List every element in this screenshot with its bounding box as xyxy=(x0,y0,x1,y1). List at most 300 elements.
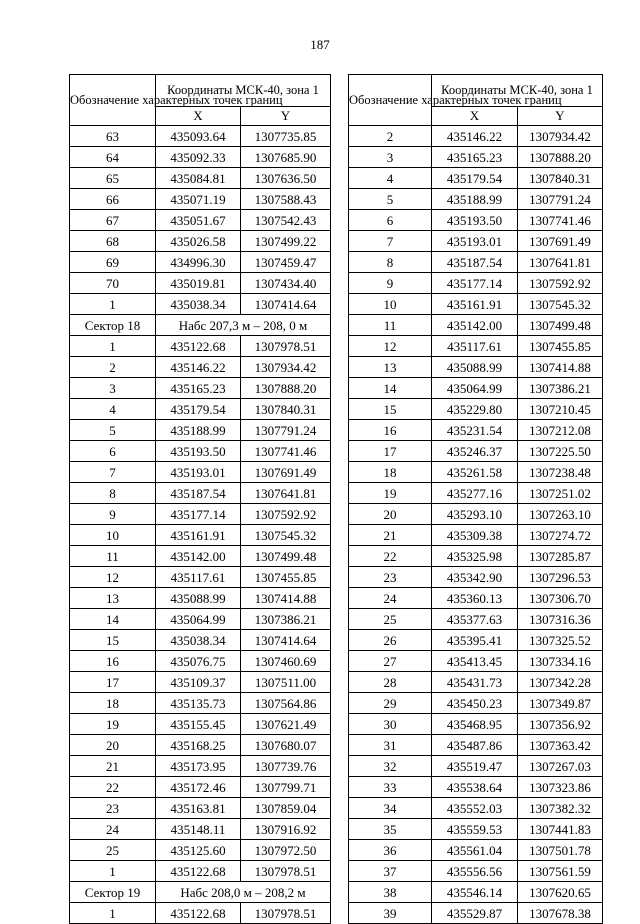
y-coordinate: 1307678.38 xyxy=(518,903,603,924)
sector-label: Сектор 18 xyxy=(70,315,156,336)
point-number: 23 xyxy=(349,567,432,588)
sector-row xyxy=(70,882,331,903)
x-coordinate: 435165.23 xyxy=(156,378,241,399)
table-row xyxy=(349,714,603,735)
x-coordinate: 435377.63 xyxy=(432,609,518,630)
table-row xyxy=(349,210,603,231)
point-number: 36 xyxy=(349,840,432,861)
x-coordinate: 435076.75 xyxy=(156,651,241,672)
table-row xyxy=(349,588,603,609)
x-coordinate: 435450.23 xyxy=(432,693,518,714)
x-coordinate: 435161.91 xyxy=(156,525,241,546)
x-coordinate: 435193.01 xyxy=(156,462,241,483)
point-number: 1 xyxy=(70,294,156,315)
y-coordinate: 1307349.87 xyxy=(518,693,603,714)
y-coordinate: 1307934.42 xyxy=(518,126,603,147)
x-coordinate: 435172.46 xyxy=(156,777,241,798)
y-coordinate: 1307459.47 xyxy=(241,252,331,273)
coordinates-header: Координаты МСК-40, зона 1 xyxy=(432,75,603,107)
point-number: 1 xyxy=(70,336,156,357)
point-number: 9 xyxy=(70,504,156,525)
point-number: 25 xyxy=(70,840,156,861)
y-coordinate: 1307741.46 xyxy=(241,441,331,462)
x-coordinate: 435122.68 xyxy=(156,861,241,882)
y-coordinate: 1307934.42 xyxy=(241,357,331,378)
point-number: 69 xyxy=(70,252,156,273)
y-coordinate: 1307414.64 xyxy=(241,630,331,651)
y-coordinate: 1307212.08 xyxy=(518,420,603,441)
y-coordinate: 1307621.49 xyxy=(241,714,331,735)
y-coordinate: 1307342.28 xyxy=(518,672,603,693)
point-number: 66 xyxy=(70,189,156,210)
x-coordinate: 435556.56 xyxy=(432,861,518,882)
table-row xyxy=(349,483,603,504)
y-coordinate: 1307386.21 xyxy=(241,609,331,630)
x-coordinate: 435552.03 xyxy=(432,798,518,819)
y-coordinate: 1307499.48 xyxy=(518,315,603,336)
y-coordinate: 1307225.50 xyxy=(518,441,603,462)
x-coordinate: 435559.53 xyxy=(432,819,518,840)
point-number: 67 xyxy=(70,210,156,231)
y-coordinate: 1307210.45 xyxy=(518,399,603,420)
x-coordinate: 435229.80 xyxy=(432,399,518,420)
y-coordinate: 1307274.72 xyxy=(518,525,603,546)
table-row xyxy=(349,672,603,693)
point-number: 19 xyxy=(70,714,156,735)
x-column-header: X xyxy=(156,106,241,125)
point-number: 13 xyxy=(349,357,432,378)
sector-label: Сектор 19 xyxy=(70,882,156,903)
y-coordinate: 1307414.88 xyxy=(518,357,603,378)
sector-elevation-note: Набс 208,0 м – 208,2 м xyxy=(156,882,331,903)
table-row xyxy=(349,798,603,819)
table-row xyxy=(70,252,331,273)
table-row xyxy=(70,462,331,483)
point-number: 29 xyxy=(349,693,432,714)
point-number: 63 xyxy=(70,126,156,147)
point-number: 19 xyxy=(349,483,432,504)
y-coordinate: 1307641.81 xyxy=(241,483,331,504)
point-number: 22 xyxy=(349,546,432,567)
table-row xyxy=(349,819,603,840)
point-number: 5 xyxy=(70,420,156,441)
point-number: 16 xyxy=(349,420,432,441)
x-coordinate: 435122.68 xyxy=(156,903,241,924)
x-coordinate: 435173.95 xyxy=(156,756,241,777)
y-coordinate: 1307636.50 xyxy=(241,168,331,189)
point-number: 17 xyxy=(349,441,432,462)
point-number: 9 xyxy=(349,273,432,294)
table-row xyxy=(70,126,331,147)
y-coordinate: 1307641.81 xyxy=(518,252,603,273)
designation-header: Обозначение характерных точек границ xyxy=(70,75,156,126)
y-coordinate: 1307511.00 xyxy=(241,672,331,693)
x-coordinate: 435109.37 xyxy=(156,672,241,693)
x-coordinate: 435117.61 xyxy=(432,336,518,357)
x-coordinate: 435519.47 xyxy=(432,756,518,777)
y-coordinate: 1307799.71 xyxy=(241,777,331,798)
table-row xyxy=(349,756,603,777)
point-number: 25 xyxy=(349,609,432,630)
table-row xyxy=(349,840,603,861)
table-row xyxy=(70,693,331,714)
x-coordinate: 435142.00 xyxy=(432,315,518,336)
table-body-left xyxy=(70,126,331,924)
y-coordinate: 1307238.48 xyxy=(518,462,603,483)
point-number: 28 xyxy=(349,672,432,693)
y-coordinate: 1307840.31 xyxy=(518,168,603,189)
x-coordinate: 435395.41 xyxy=(432,630,518,651)
sector-row xyxy=(70,315,331,336)
y-coordinate: 1307316.36 xyxy=(518,609,603,630)
x-coordinate: 435168.25 xyxy=(156,735,241,756)
x-coordinate: 435135.73 xyxy=(156,693,241,714)
y-coordinate: 1307859.04 xyxy=(241,798,331,819)
table-row xyxy=(70,483,331,504)
x-coordinate: 435064.99 xyxy=(432,378,518,399)
table-row xyxy=(349,546,603,567)
table-row xyxy=(349,252,603,273)
point-number: 70 xyxy=(70,273,156,294)
table-row xyxy=(349,882,603,903)
x-coordinate: 435179.54 xyxy=(156,399,241,420)
table-row xyxy=(70,504,331,525)
point-number: 23 xyxy=(70,798,156,819)
table-row xyxy=(70,399,331,420)
point-number: 37 xyxy=(349,861,432,882)
table-row xyxy=(349,378,603,399)
point-number: 34 xyxy=(349,798,432,819)
x-coordinate: 435309.38 xyxy=(432,525,518,546)
table-row xyxy=(349,609,603,630)
y-coordinate: 1307592.92 xyxy=(241,504,331,525)
table-row xyxy=(349,567,603,588)
point-number: 8 xyxy=(70,483,156,504)
table-row xyxy=(349,147,603,168)
x-coordinate: 435051.67 xyxy=(156,210,241,231)
point-number: 3 xyxy=(349,147,432,168)
table-row xyxy=(70,294,331,315)
y-coordinate: 1307791.24 xyxy=(518,189,603,210)
table-row xyxy=(70,777,331,798)
x-coordinate: 435413.45 xyxy=(432,651,518,672)
point-number: 20 xyxy=(349,504,432,525)
table-row xyxy=(349,462,603,483)
x-coordinate: 435538.64 xyxy=(432,777,518,798)
x-coordinate: 435084.81 xyxy=(156,168,241,189)
x-coordinate: 435146.22 xyxy=(432,126,518,147)
table-row xyxy=(70,756,331,777)
table-row xyxy=(70,861,331,882)
coordinates-header: Координаты МСК-40, зона 1 xyxy=(156,75,331,107)
y-coordinate: 1307545.32 xyxy=(518,294,603,315)
point-number: 5 xyxy=(349,189,432,210)
y-coordinate: 1307739.76 xyxy=(241,756,331,777)
y-coordinate: 1307455.85 xyxy=(241,567,331,588)
coordinates-table-left xyxy=(69,74,331,924)
x-coordinate: 435038.34 xyxy=(156,630,241,651)
point-number: 3 xyxy=(70,378,156,399)
x-coordinate: 435342.90 xyxy=(432,567,518,588)
y-coordinate: 1307888.20 xyxy=(518,147,603,168)
y-coordinate: 1307455.85 xyxy=(518,336,603,357)
y-coordinate: 1307592.92 xyxy=(518,273,603,294)
point-number: 14 xyxy=(349,378,432,399)
x-coordinate: 435360.13 xyxy=(432,588,518,609)
x-coordinate: 435161.91 xyxy=(432,294,518,315)
x-coordinate: 435117.61 xyxy=(156,567,241,588)
y-coordinate: 1307263.10 xyxy=(518,504,603,525)
point-number: 68 xyxy=(70,231,156,252)
table-row xyxy=(70,798,331,819)
y-column-header: Y xyxy=(241,106,331,125)
y-coordinate: 1307285.87 xyxy=(518,546,603,567)
x-coordinate: 435019.81 xyxy=(156,273,241,294)
x-coordinate: 435193.50 xyxy=(156,441,241,462)
point-number: 6 xyxy=(70,441,156,462)
y-coordinate: 1307561.59 xyxy=(518,861,603,882)
table-row xyxy=(70,840,331,861)
table-row xyxy=(70,588,331,609)
table-row xyxy=(70,609,331,630)
point-number: 30 xyxy=(349,714,432,735)
x-coordinate: 435088.99 xyxy=(156,588,241,609)
table-row xyxy=(70,336,331,357)
table-row xyxy=(349,777,603,798)
y-coordinate: 1307306.70 xyxy=(518,588,603,609)
table-row xyxy=(349,651,603,672)
x-coordinate: 435187.54 xyxy=(432,252,518,273)
y-coordinate: 1307691.49 xyxy=(518,231,603,252)
table-row xyxy=(70,357,331,378)
table-row xyxy=(349,168,603,189)
table-row xyxy=(70,168,331,189)
y-coordinate: 1307545.32 xyxy=(241,525,331,546)
table-row xyxy=(349,126,603,147)
x-coordinate: 435155.45 xyxy=(156,714,241,735)
table-row xyxy=(349,861,603,882)
point-number: 1 xyxy=(70,903,156,924)
point-number: 21 xyxy=(349,525,432,546)
table-row xyxy=(70,378,331,399)
coordinates-table-right xyxy=(348,74,603,924)
point-number: 18 xyxy=(70,693,156,714)
y-coordinate: 1307414.64 xyxy=(241,294,331,315)
x-coordinate: 434996.30 xyxy=(156,252,241,273)
x-coordinate: 435177.14 xyxy=(432,273,518,294)
table-body-right xyxy=(349,126,603,924)
y-coordinate: 1307888.20 xyxy=(241,378,331,399)
x-coordinate: 435064.99 xyxy=(156,609,241,630)
x-coordinate: 435092.33 xyxy=(156,147,241,168)
x-column-header: X xyxy=(432,106,518,125)
y-coordinate: 1307501.78 xyxy=(518,840,603,861)
point-number: 24 xyxy=(70,819,156,840)
point-number: 7 xyxy=(70,462,156,483)
x-coordinate: 435231.54 xyxy=(432,420,518,441)
point-number: 31 xyxy=(349,735,432,756)
x-coordinate: 435142.00 xyxy=(156,546,241,567)
x-coordinate: 435431.73 xyxy=(432,672,518,693)
y-coordinate: 1307460.69 xyxy=(241,651,331,672)
y-coordinate: 1307334.16 xyxy=(518,651,603,672)
table-row xyxy=(70,903,331,924)
y-coordinate: 1307356.92 xyxy=(518,714,603,735)
x-coordinate: 435148.11 xyxy=(156,819,241,840)
point-number: 27 xyxy=(349,651,432,672)
table-row xyxy=(349,693,603,714)
y-coordinate: 1307251.02 xyxy=(518,483,603,504)
y-coordinate: 1307499.22 xyxy=(241,231,331,252)
designation-header: Обозначение характерных точек границ xyxy=(349,75,432,126)
page-number: 187 xyxy=(310,37,330,52)
point-number: 17 xyxy=(70,672,156,693)
table-row xyxy=(70,651,331,672)
y-coordinate: 1307363.42 xyxy=(518,735,603,756)
table-row xyxy=(349,735,603,756)
x-coordinate: 435071.19 xyxy=(156,189,241,210)
table-row xyxy=(70,735,331,756)
table-row xyxy=(70,210,331,231)
point-number: 24 xyxy=(349,588,432,609)
table-row xyxy=(70,672,331,693)
table-row xyxy=(349,441,603,462)
x-coordinate: 435487.86 xyxy=(432,735,518,756)
x-coordinate: 435122.68 xyxy=(156,336,241,357)
table-row xyxy=(70,273,331,294)
table-row xyxy=(349,630,603,651)
point-number: 1 xyxy=(70,861,156,882)
point-number: 64 xyxy=(70,147,156,168)
x-coordinate: 435277.16 xyxy=(432,483,518,504)
y-coordinate: 1307685.90 xyxy=(241,147,331,168)
x-coordinate: 435193.01 xyxy=(432,231,518,252)
x-coordinate: 435193.50 xyxy=(432,210,518,231)
table-row xyxy=(70,189,331,210)
x-coordinate: 435088.99 xyxy=(432,357,518,378)
x-coordinate: 435163.81 xyxy=(156,798,241,819)
table-row xyxy=(70,819,331,840)
point-number: 20 xyxy=(70,735,156,756)
table-row xyxy=(70,546,331,567)
table-row xyxy=(70,441,331,462)
point-number: 35 xyxy=(349,819,432,840)
table-row xyxy=(349,231,603,252)
x-coordinate: 435561.04 xyxy=(432,840,518,861)
table-row xyxy=(70,630,331,651)
x-coordinate: 435146.22 xyxy=(156,357,241,378)
y-coordinate: 1307325.52 xyxy=(518,630,603,651)
x-coordinate: 435529.87 xyxy=(432,903,518,924)
y-coordinate: 1307978.51 xyxy=(241,903,331,924)
table-row xyxy=(349,315,603,336)
point-number: 65 xyxy=(70,168,156,189)
y-coordinate: 1307972.50 xyxy=(241,840,331,861)
point-number: 7 xyxy=(349,231,432,252)
table-row xyxy=(349,294,603,315)
point-number: 39 xyxy=(349,903,432,924)
y-coordinate: 1307296.53 xyxy=(518,567,603,588)
table-row xyxy=(349,357,603,378)
point-number: 32 xyxy=(349,756,432,777)
point-number: 16 xyxy=(70,651,156,672)
table-row xyxy=(70,420,331,441)
y-coordinate: 1307741.46 xyxy=(518,210,603,231)
table-row xyxy=(349,525,603,546)
x-coordinate: 435246.37 xyxy=(432,441,518,462)
y-coordinate: 1307499.48 xyxy=(241,546,331,567)
y-coordinate: 1307441.83 xyxy=(518,819,603,840)
y-coordinate: 1307978.51 xyxy=(241,336,331,357)
x-coordinate: 435125.60 xyxy=(156,840,241,861)
x-coordinate: 435187.54 xyxy=(156,483,241,504)
table-row xyxy=(70,231,331,252)
x-coordinate: 435261.58 xyxy=(432,462,518,483)
point-number: 26 xyxy=(349,630,432,651)
table-row xyxy=(349,420,603,441)
point-number: 11 xyxy=(349,315,432,336)
y-coordinate: 1307542.43 xyxy=(241,210,331,231)
point-number: 11 xyxy=(70,546,156,567)
table-row xyxy=(349,189,603,210)
x-coordinate: 435038.34 xyxy=(156,294,241,315)
x-coordinate: 435165.23 xyxy=(432,147,518,168)
y-column-header: Y xyxy=(518,106,603,125)
point-number: 4 xyxy=(349,168,432,189)
x-coordinate: 435093.64 xyxy=(156,126,241,147)
y-coordinate: 1307916.92 xyxy=(241,819,331,840)
point-number: 38 xyxy=(349,882,432,903)
table-row xyxy=(349,336,603,357)
table-row xyxy=(70,714,331,735)
y-coordinate: 1307680.07 xyxy=(241,735,331,756)
x-coordinate: 435546.14 xyxy=(432,882,518,903)
x-coordinate: 435179.54 xyxy=(432,168,518,189)
x-coordinate: 435325.98 xyxy=(432,546,518,567)
x-coordinate: 435188.99 xyxy=(156,420,241,441)
point-number: 14 xyxy=(70,609,156,630)
point-number: 2 xyxy=(70,357,156,378)
point-number: 33 xyxy=(349,777,432,798)
y-coordinate: 1307382.32 xyxy=(518,798,603,819)
point-number: 2 xyxy=(349,126,432,147)
y-coordinate: 1307978.51 xyxy=(241,861,331,882)
point-number: 6 xyxy=(349,210,432,231)
point-number: 15 xyxy=(70,630,156,651)
y-coordinate: 1307840.31 xyxy=(241,399,331,420)
table-row xyxy=(70,147,331,168)
y-coordinate: 1307588.43 xyxy=(241,189,331,210)
y-coordinate: 1307323.86 xyxy=(518,777,603,798)
table-row xyxy=(349,903,603,924)
y-coordinate: 1307791.24 xyxy=(241,420,331,441)
y-coordinate: 1307564.86 xyxy=(241,693,331,714)
point-number: 10 xyxy=(349,294,432,315)
table-row xyxy=(70,525,331,546)
y-coordinate: 1307735.85 xyxy=(241,126,331,147)
point-number: 15 xyxy=(349,399,432,420)
y-coordinate: 1307386.21 xyxy=(518,378,603,399)
y-coordinate: 1307620.65 xyxy=(518,882,603,903)
x-coordinate: 435177.14 xyxy=(156,504,241,525)
table-row xyxy=(349,399,603,420)
x-coordinate: 435026.58 xyxy=(156,231,241,252)
point-number: 12 xyxy=(70,567,156,588)
y-coordinate: 1307414.88 xyxy=(241,588,331,609)
y-coordinate: 1307691.49 xyxy=(241,462,331,483)
point-number: 12 xyxy=(349,336,432,357)
sector-elevation-note: Набс 207,3 м – 208, 0 м xyxy=(156,315,331,336)
